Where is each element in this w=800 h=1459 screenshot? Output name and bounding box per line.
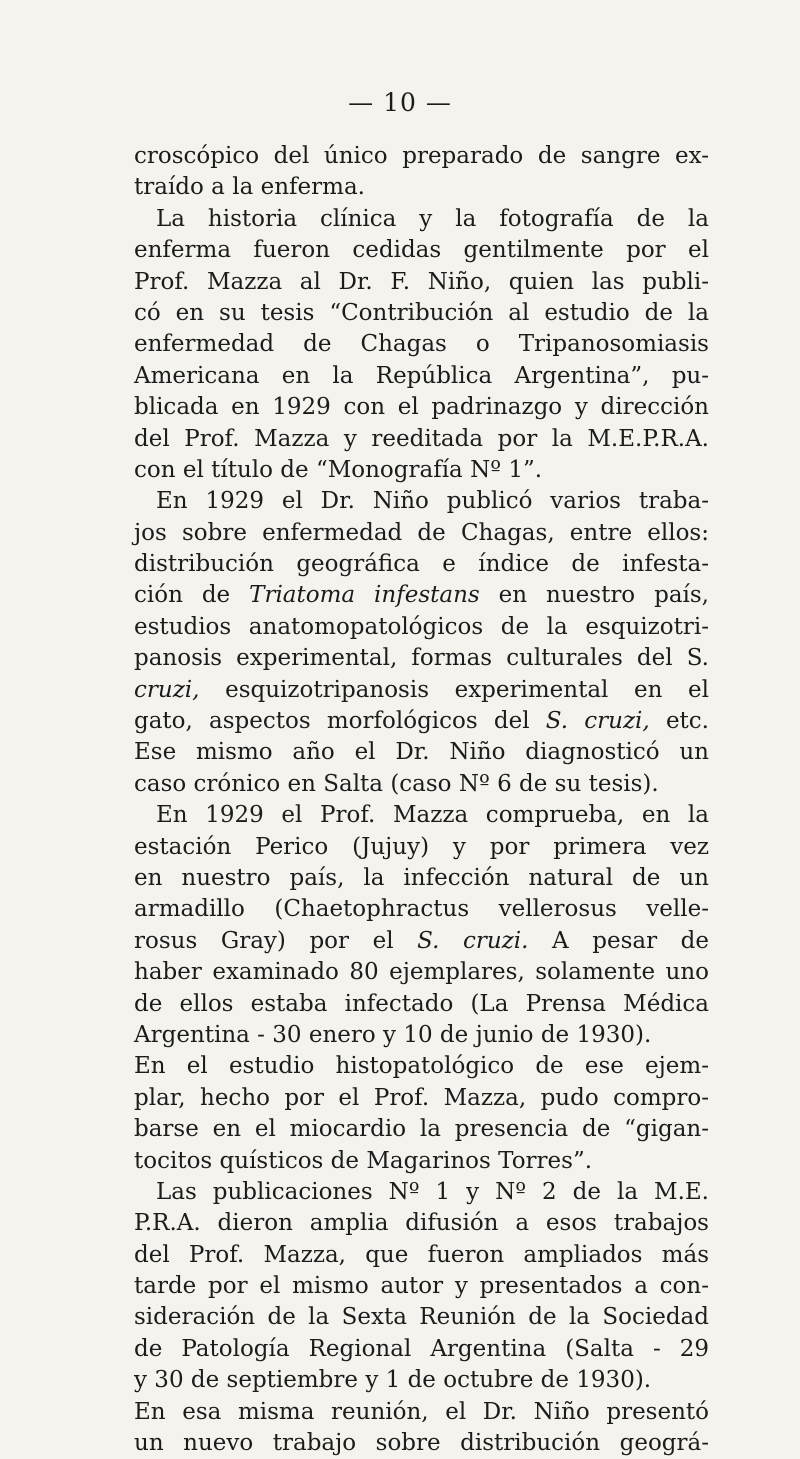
body-text xyxy=(134,141,709,1459)
text-line: jos sobre enfermedad de Chagas, entre ellos: xyxy=(134,519,709,546)
text-line: En esa misma reunión, el Dr. Niño presentó xyxy=(134,1398,709,1425)
text-line: estación Perico (Jujuy) y por primera vez xyxy=(134,833,709,860)
text-line: panosis experimental, formas culturales del S. xyxy=(134,645,709,672)
text-line: En el estudio histopatológico de ese ejem- xyxy=(134,1053,709,1080)
text-line: un nuevo trabajo sobre distribución geográ- xyxy=(134,1430,709,1457)
text-run: en nuestro país, xyxy=(479,582,709,609)
text-line xyxy=(134,675,709,706)
page-number: — 10 — xyxy=(348,88,452,117)
text-line: sideración de la Sexta Reunión de la Sociedad xyxy=(134,1304,709,1331)
text-line: plar, hecho por el Prof. Mazza, pudo compro- xyxy=(134,1084,709,1111)
text-line: Prof. Mazza al Dr. F. Niño, quien las publi- xyxy=(134,268,709,295)
text-line: enferma fueron cedidas gentilmente por el xyxy=(134,237,709,264)
text-line: Las publicaciones Nº 1 y Nº 2 de la M.E. xyxy=(156,1178,709,1205)
text-line: armadillo (Chaetophractus vellerosus velle- xyxy=(134,896,709,923)
text-line: traído a la enferma. xyxy=(134,174,365,201)
text-line xyxy=(134,706,709,737)
text-line: de Patología Regional Argentina (Salta - 29 xyxy=(134,1335,709,1362)
text-line: con el título de “Monografía Nº 1”. xyxy=(134,456,543,483)
text-run: A pesar de xyxy=(528,927,709,954)
text-line xyxy=(134,926,709,957)
text-line: y 30 de septiembre y 1 de octubre de 1930). xyxy=(134,1367,652,1394)
text-line: croscópico del único preparado de sangre ex- xyxy=(134,143,709,169)
text-line: Americana en la República Argentina”, pu- xyxy=(134,362,709,389)
italic-run: S. cruzi, xyxy=(545,708,650,735)
text-line: del Prof. Mazza y reeditada por la M.E.P.R.A. xyxy=(134,425,709,452)
text-line: tocitos quísticos de Magarinos Torres”. xyxy=(134,1147,593,1174)
text-line: Argentina - 30 enero y 10 de junio de 1930). xyxy=(134,1021,652,1048)
text-line: distribución geográfica e índice de infesta- xyxy=(134,551,709,578)
text-line: En 1929 el Prof. Mazza comprueba, en la xyxy=(156,802,709,829)
text-run: gato, aspectos morfológicos del xyxy=(134,708,546,735)
text-line: P.R.A. dieron amplia difusión a esos trabajos xyxy=(134,1210,709,1237)
text-run: etc. xyxy=(649,708,709,735)
italic-run: cruzi, xyxy=(134,676,200,703)
text-line: caso crónico en Salta (caso Nº 6 de su tesis). xyxy=(134,770,659,797)
text-line: blicada en 1929 con el padrinazgo y dirección xyxy=(134,394,709,421)
text-line: en nuestro país, la infección natural de un xyxy=(134,864,709,891)
text-line: tarde por el mismo autor y presentados a con- xyxy=(134,1273,709,1300)
text-run: ción de xyxy=(134,582,250,609)
italic-run: S. cruzi. xyxy=(417,927,529,954)
text-line: Ese mismo año el Dr. Niño diagnosticó un xyxy=(134,739,709,766)
text-line: có en su tesis “Contribución al estudio de la xyxy=(134,299,709,326)
text-line xyxy=(134,580,709,611)
text-line: La historia clínica y la fotografía de la xyxy=(156,205,709,232)
text-line: enfermedad de Chagas o Tripanosomiasis xyxy=(134,331,709,358)
text-line: barse en el miocardio la presencia de “gigan- xyxy=(134,1116,709,1143)
text-line: estudios anatomopatológicos de la esquizotri- xyxy=(134,613,709,640)
text-line: haber examinado 80 ejemplares, solamente uno xyxy=(134,959,709,986)
text-run: esquizotripanosis experimental en el xyxy=(199,676,709,703)
italic-run: Triatoma infestans xyxy=(249,582,480,609)
text-line: del Prof. Mazza, que fueron ampliados más xyxy=(134,1241,709,1268)
text-run: rosus Gray) por el xyxy=(134,927,418,954)
text-line: de ellos estaba infectado (La Prensa Médica xyxy=(134,990,709,1017)
text-line: En 1929 el Dr. Niño publicó varios traba- xyxy=(156,488,709,515)
